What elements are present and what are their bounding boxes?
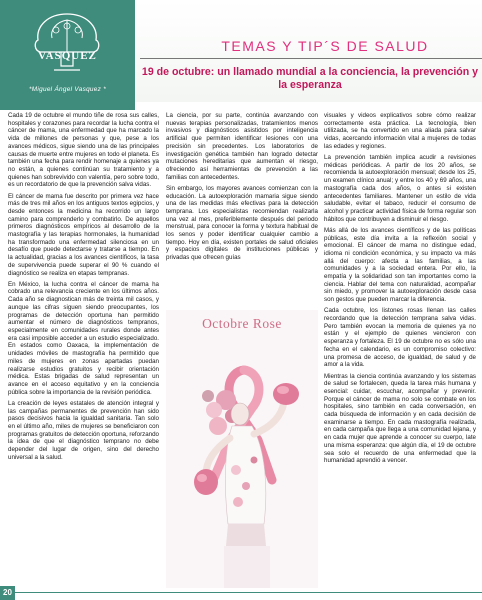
column-3 — [324, 112, 476, 468]
brand-name: VASQUEZ — [38, 50, 97, 62]
brand-logo — [0, 0, 135, 110]
column-1 — [8, 112, 159, 465]
boxer-woman-illustration-icon — [166, 310, 318, 588]
paragraph: Cada 19 de octubre el mundo tiñe de rosa sus calles, hospitales y corazones para recordar la lucha contra el cáncer de mama, una enfermedad que ha marcado la vida de millones de personas y que, pese a los avances médicos, sigue siendo una de las principales causas de muerte entre mujeres en todo el planeta. Es también una fecha para rendir homenaje a quienes ya no están, a quienes continúan su tratamiento y a quienes han sobrevivido con valentía, pero sobre todo, es un recordatorio de que la prevención salva vidas. — [8, 112, 159, 189]
paragraph: La ciencia, por su parte, continúa avanzando con nuevas terapias personalizadas, tratamientos menos invasivos y diagnósticos asistidos por inteligencia artificial que permiten identificar lesiones con una precisión sin precedentes. Los laboratorios de investigación genética también han logrado detectar mutaciones hereditarias que aumentan el riesgo, ofreciendo así herramientas de prevención a las familias con antecedentes. — [166, 112, 318, 181]
paragraph: Sin embargo, los mayores avances comienzan con la educación. La autoexploración mamaria sigue siendo una de las medidas más efectivas para la detección temprana. Los especialistas recomiendan realizarla una vez al mes, preferiblemente después del periodo menstrual, para conocer la forma y textura habitual de los senos y poder identificar cualquier cambio a tiempo. Hoy en día, existen portales de salud oficiales y espacios digitales de instituciones públicas y privadas que ofrecen guías — [166, 184, 318, 262]
paragraph: Más allá de los avances científicos y de las políticas públicas, este día invita a la reflexión social y emocional. El cáncer de mama no distingue edad, idioma ni condición económica, y su impacto va más allá del cuerpo: afecta a las familias, a las comunidades y a la sociedad entera. Por ello, la empatía y la solidaridad son tan importantes como la ciencia. Hablar del tema con naturalidad, acompañar sin miedo, y promover la autoexploración desde casa son gestos que pueden marcar la diferencia. — [324, 226, 476, 304]
title-divider — [140, 58, 482, 59]
paragraph: En México, la lucha contra el cáncer de mama ha cobrado una relevancia creciente en los últimos años. Cada año se diagnostican más de treinta mil casos, y aunque las cifras siguen siendo preocupantes, los programas de detección oportuna han permitido aumentar el número de diagnósticos tempranos, especialmente en comunidades rurales donde antes era casi imposible acceder a un estudio especializado. En estados como Oaxaca, la implementación de unidades móviles de mastografía ha permitido que miles de mujeres en zonas apartadas puedan realizarse estudios gratuitos y recibir orientación médica. Estas brigadas de salud representan un avance en el acceso equitativo y en la conciencia pública sobre la importancia de la revisión periódica. — [8, 280, 159, 396]
brand-author: *Miguel Ángel Vasquez * — [28, 86, 106, 93]
tree-emblem-icon — [28, 6, 106, 76]
page-number: 20 — [0, 586, 15, 600]
paragraph: Cada octubre, los listones rosas llenan las calles recordando que la detección temprana salva vidas. Pero también evocan la memoria de quienes ya no están y el ejemplo de quienes vencieron con esperanza y fortaleza. El 19 de octubre no es sólo una fecha en el calendario, es un compromiso colectivo: una promesa de acceso, de igualdad, de salud y de amor a la vida. — [324, 307, 476, 369]
paragraph: La prevención también implica acudir a revisiones médicas periódicas. A partir de los 20 años, se recomienda la autoexploración mensual; desde los 25, un examen clínico anual; y entre los 40 y 69 años, una mastografía cada dos años, o antes si existen antecedentes familiares. Mantener un estilo de vida saludable, evitar el tabaco, reducir el consumo de alcohol y practicar actividad física de forma regular son hábitos que contribuyen a disminuir el riesgo. — [324, 154, 476, 223]
column-2 — [166, 112, 318, 265]
footer-divider — [15, 592, 482, 593]
paragraph: El cáncer de mama fue descrito por primera vez hace más de tres mil años en los antiguos textos egipcios, y desde entonces la medicina ha recorrido un largo camino para comprenderlo y combatirlo. De aquellos primeros diagnósticos empíricos al desarrollo de la mastografía y las terapias hormonales, la humanidad ha transformado una enfermedad silenciosa en un desafío que puede detectarse y tratarse a tiempo. En la actualidad, gracias a los avances científicos, la tasa de supervivencia puede superar el 90 % cuando el diagnóstico se realiza en etapas tempranas. — [8, 192, 159, 277]
article-headline: 19 de octubre: un llamado mundial a la conciencia, la prevención y la esperanza — [141, 66, 479, 91]
poster-title: Octobre Rose — [202, 316, 282, 331]
section-title: TEMAS Y TIP´S DE SALUD — [221, 38, 429, 54]
octobre-rose-poster — [166, 310, 318, 588]
paragraph: visuales y videos explicativos sobre cómo realizar correctamente esta práctica. La tecnología, bien utilizada, se ha convertido en una aliada para salvar vidas, acercando información vital a mujeres de todas las edades y regiones. — [324, 112, 476, 150]
paragraph: Mientras la ciencia continúa avanzando y los sistemas de salud se fortalecen, queda la tarea más humana y esencial: cuidar, escuchar, acompañar y prevenir. Porque el cáncer de mama no solo se combate en los hospitales, sino también en cada conversación, en cada búsqueda de información y en cada decisión de examinarse a tiempo. En cada mastografía realizada, en cada campaña que llega a una comunidad lejana, y en cada mujer que aprende a conocer su cuerpo, late una misma esperanza: que algún día, el 19 de octubre sea solo el recuerdo de una enfermedad que la humanidad aprendió a vencer. — [324, 372, 476, 465]
paragraph: La creación de leyes estatales de atención integral y las campañas permanentes de prevención han sido pasos decisivos hacia la igualdad sanitaria. Tan solo en el último año, miles de mujeres se beneficiaron con programas gratuitos de detección oportuna, reforzando la idea de que el diagnóstico temprano no debe depender del lugar de origen, sino del derecho universal a la salud. — [8, 399, 159, 461]
